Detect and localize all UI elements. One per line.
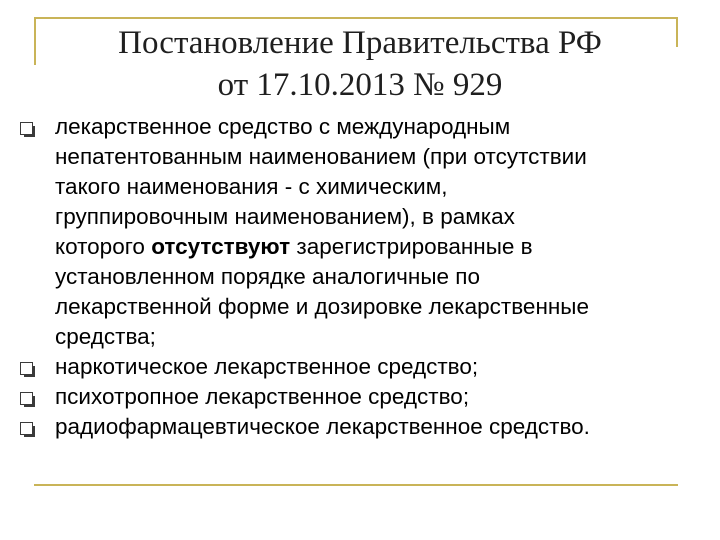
checkbox-square-icon: [20, 122, 33, 135]
bottom-divider-line: [34, 484, 678, 486]
criteria-list: [0, 112, 720, 442]
list-item: [0, 112, 720, 352]
title-line-1: Постановление Правительства РФ: [118, 25, 602, 61]
left-accent-line: [34, 17, 36, 65]
list-item: [0, 412, 720, 442]
top-divider-line: [34, 17, 678, 19]
item-1-line-4: группировочным наименованием), в рамках: [55, 204, 515, 229]
list-item: [0, 382, 720, 412]
checkbox-square-icon: [20, 392, 33, 405]
item-1-line-8: средства;: [55, 324, 156, 349]
item-1-line-1: лекарственное средство с международным: [55, 114, 511, 139]
checkbox-square-icon: [20, 362, 33, 375]
item-1-line-7: лекарственной форме и дозировке лекарственные: [55, 294, 589, 319]
item-1-line-3: такого наименования - с химическим,: [55, 174, 448, 199]
item-2-text: наркотическое лекарственное средство;: [55, 354, 479, 379]
title-line-2: от 17.10.2013 № 929: [217, 67, 503, 103]
item-1-line-5: [55, 232, 700, 262]
item-1-line-5-after: зарегистрированные в: [290, 234, 533, 259]
item-1-line-5-before: которого: [55, 234, 152, 259]
item-1-line-6: установленном порядке аналогичные по: [55, 264, 480, 289]
emphasis-text: отсутствуют: [151, 234, 291, 259]
item-3-text: психотропное лекарственное средство;: [55, 384, 470, 409]
item-4-text: радиофармацевтическое лекарственное средство.: [55, 414, 590, 439]
slide-title: [40, 22, 680, 106]
checkbox-square-icon: [20, 422, 33, 435]
item-1-line-2: непатентованным наименованием (при отсутствии: [55, 144, 587, 169]
list-item: [0, 352, 720, 382]
